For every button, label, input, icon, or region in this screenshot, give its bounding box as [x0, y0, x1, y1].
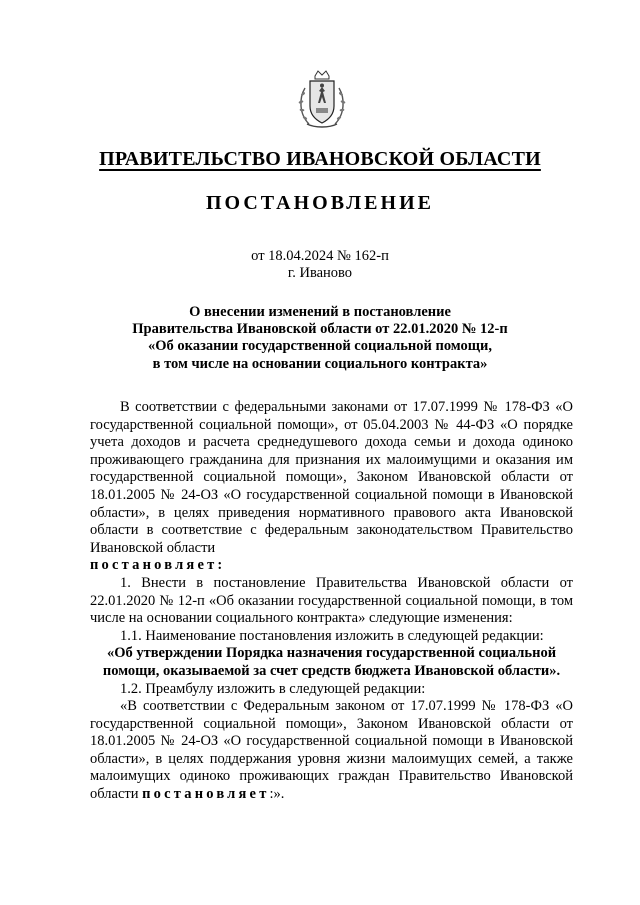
coat-of-arms-icon	[295, 70, 349, 130]
item-1-1: 1.1. Наименование постановления изложить в следующей редакции:	[120, 627, 544, 644]
new-preamble-text: «В соответствии с Федеральным законом от 17.07.1999 № 178-ФЗ «О государственной социальной помощи», Законом Ивановской области от 18.01.2005 № 24-ОЗ «О государственной социальной помощи в Ивановской области», в целях поддержания уровня жизни малоимущих семей, а также малоимущих одиноко проживающих граждан Правительство Ивановской области	[90, 698, 573, 803]
new-preamble-end: :».	[269, 786, 285, 803]
document-type: ПОСТАНОВЛЕНИЕ	[206, 192, 434, 214]
new-preamble-decree: постановляет	[142, 786, 270, 803]
new-preamble-paragraph	[90, 698, 573, 804]
decree-word: постановляет	[90, 557, 218, 574]
document-date-number: от 18.04.2024 № 162-п	[251, 248, 389, 264]
subject-line: Правительства Ивановской области от 22.01.2020 № 12-п	[132, 321, 508, 338]
new-title-end: .	[556, 662, 561, 679]
new-title: «Об утверждении Порядка назначения государственной социальной помощи, оказываемой за счет средств бюджета Ивановской области»	[102, 645, 557, 679]
item-1-2: 1.2. Преамбулу изложить в следующей редакции:	[120, 680, 426, 697]
document-city: г. Иваново	[287, 265, 353, 281]
item-1: 1. Внести в постановление Правительства Ивановской области от 22.01.2020 № 12-п «Об оказании государственной социальной помощи, в том числе на основании социального контракта» следующие изменения:	[90, 574, 573, 627]
preamble-text: В соответствии с федеральными законами от 17.07.1999 № 178-ФЗ «О государственной социальной помощи», от 05.04.2003 № 44-ФЗ «О порядке учета доходов и расчета среднедушевого дохода семьи и дохода одиноко проживающего гражданина для признания их малоимущими и оказания им государственной социальной помощи», Законом Ивановской области от 18.01.2005 № 24-ОЗ «О государственной социальной помощи в Ивановской области», в целях приведения нормативного правового акта Ивановской области в соответствие с федеральным законодательством Правительство Ивановской области	[90, 399, 573, 556]
subject-line: О внесении изменений в постановление	[189, 304, 451, 320]
decree-line	[90, 557, 573, 575]
new-title-paragraph	[90, 645, 573, 680]
government-name: ПРАВИТЕЛЬСТВО ИВАНОВСКОЙ ОБЛАСТИ	[99, 148, 541, 170]
document-body	[90, 399, 573, 804]
document-subject	[90, 304, 550, 373]
decree-colon: :	[217, 557, 223, 574]
subject-line: «Об оказании государственной социальной помощи,	[148, 338, 492, 355]
subject-line: в том числе на основании социального контракта»	[152, 355, 488, 372]
preamble-paragraph	[90, 399, 573, 557]
